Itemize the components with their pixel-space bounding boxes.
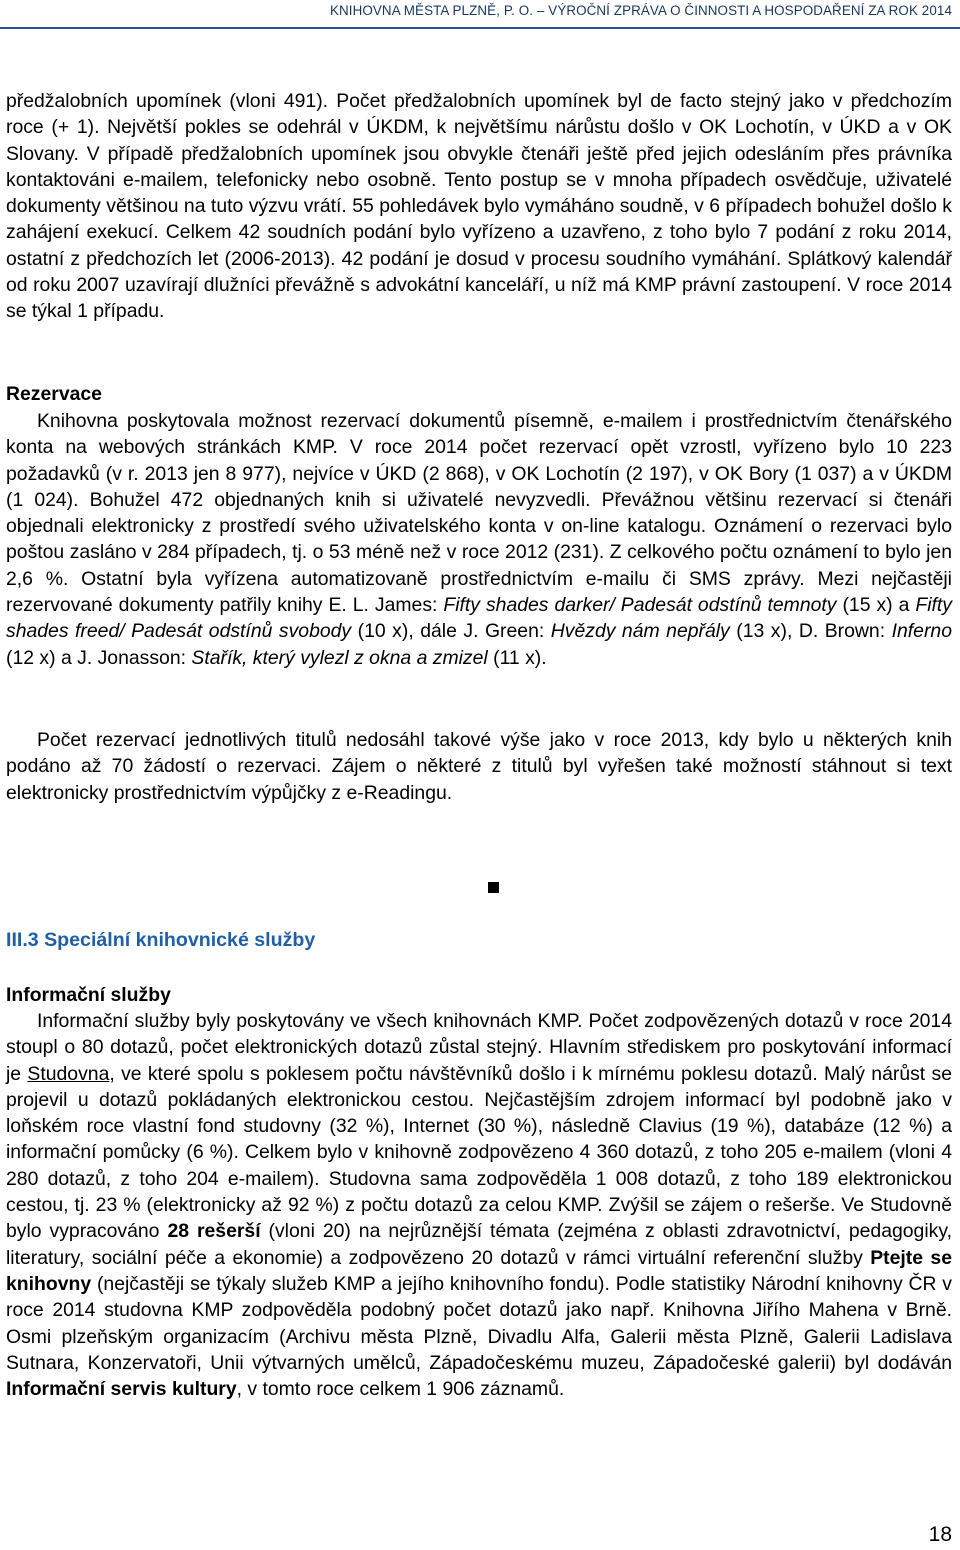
heading-informacni-sluzby: Informační služby — [6, 984, 171, 1006]
text-run: (vloni 20) na nejrůznější témata (zejména z oblasti zdravotnictví, pedagogiky, literatury, sociální péče a ekonomie) a zodpovězeno 20 dotazů v rámci virtuální referenční služby — [6, 1220, 952, 1269]
text-run: Informační služby byly poskytovány ve všech knihovnách KMP. Počet zodpovězených dotazů v roce 2014 stoupl o 80 dotazů, počet elektronických dotazů zůstal stejný. Hlavním střediskem pro poskytování informací je — [6, 1010, 952, 1085]
text-run: (10 x), dále J. Green: — [351, 620, 551, 643]
text-run: (15 x) a — [836, 594, 916, 617]
paragraph-rezervace-titulu: Počet rezervací jednotlivých titulů nedosáhl takové výše jako v roce 2013, kdy bylo u některých knih podáno až 70 žádostí o rezervaci. Zájem o některé z titulů byl vyřešen také možností stáhnout si text elektronicky prostřednictvím výpůjčky z e-Readingu. — [6, 729, 952, 804]
paragraph-upominky: předžalobních upomínek (vloni 491). Počet předžalobních upomínek byl de facto stejný jako v předchozím roce (+ 1). Největší pokles se odehrál v ÚKDM, k největšímu nárůstu došlo v OK Lochotín, v ÚKD a v OK Slovany. V případě předžalobních upomínek jsou obvykle čtenáři ještě před jejich odesláním přes právníka kontaktováni e-mailem, telefonicky nebo osobně. Tento postup se v mnoha případech osvědčuje, uživatelé dokumenty většinou na tuto výzvu vrátí. 55 pohledávek bylo vymáháno soudně, v 6 případech bohužel došlo k zahájení exekucí. Celkem 42 soudních podání bylo vyřízeno a uzavřeno, z toho bylo 7 podání z roku 2014, ostatní z předchozích let (2006-2013). 42 podání je dosud v procesu soudního vymáhání. Splátkový kalendář od roku 2007 uzavírají dlužníci převážně s advokátní kanceláří, u níž má KMP právní zastoupení. V roce 2014 se týkal 1 případu. — [6, 90, 952, 323]
heading-rezervace: Rezervace — [6, 383, 102, 405]
text-run: (13 x), D. Brown: — [729, 620, 892, 643]
book-title: Inferno — [891, 620, 952, 643]
page-number: 18 — [928, 1523, 952, 1546]
header-rule — [0, 27, 960, 29]
book-title: Hvězdy nám nepřály — [550, 620, 730, 643]
bold-term: 28 rešerší — [167, 1220, 261, 1243]
bullet-square — [488, 882, 499, 893]
text-run: , v tomto roce celkem 1 906 záznamů. — [236, 1378, 565, 1401]
book-title: Stařík, který vylezl z okna a zmizel — [191, 646, 488, 669]
bold-term: Ptejte se knihovny — [6, 1246, 952, 1295]
book-title: Fifty shades darker/ Padesát odstínů temnoty — [443, 594, 837, 617]
text-run: Knihovna poskytovala možnost rezervací dokumentů písemně, e-mailem i prostřednictvím čtenářského konta na webových stránkách KMP. V roce 2014 počet rezervací opět vzrostl, vyřízeno bylo 10 223 požadavků (v r. 2013 jen 8 977), nejvíce v ÚKD (2 868), v OK Lochotín (2 197), v OK Bory (1 037) a v ÚKDM (1 024). Bohužel 472 objednaných knih si uživatelé nevyzvedli. Převážnou většinu rezervací si čtenáři objednali elektronicky z prostředí svého uživatelského konta v on-line katalogu. Oznámení o rezervaci bylo poštou zasláno v 284 případech, tj. o 53 méně než v roce 2012 (231). Z celkového počtu oznámení to bylo jen 2,6 %. Ostatní byla vyřízena automatizovaně prostřednictvím e-mailu či SMS zprávy. Mezi nejčastěji rezervované dokumenty patřily knihy E. L. James: — [6, 410, 952, 617]
running-header: KNIHOVNA MĚSTA PLZNĚ, P. O. – VÝROČNÍ ZPRÁVA O ČINNOSTI A HOSPODAŘENÍ ZA ROK 2014 — [329, 3, 952, 18]
text-run: (11 x). — [487, 646, 547, 669]
text-run: (12 x) a J. Jonasson: — [6, 646, 192, 669]
book-title: Fifty shades freed/ Padesát odstínů svobody — [6, 594, 952, 643]
studovna-link[interactable]: Studovna — [27, 1062, 110, 1085]
section-heading: III.3 Speciální knihovnické služby — [6, 929, 316, 951]
text-run: (nejčastěji se týkaly služeb KMP a jejího knihovního fondu). Podle statistiky Národní knihovny ČR v roce 2014 studovna KMP zodpověděla podobný počet dotazů jako např. Knihovna Jiřího Mahena v Brně. Osmi plzeňským organizacím (Archivu města Plzně, Divadlu Alfa, Galerii města Plzně, Galerii Ladislava Sutnara, Konzervatoři, Unii výtvarných umělců, Západočeskému muzeu, Západočeské galerii) byl dodáván — [6, 1272, 952, 1374]
bold-term: Informační servis kultury — [6, 1378, 237, 1401]
paragraph-rezervace — [6, 408, 952, 671]
paragraph-informacni-sluzby — [6, 1008, 952, 1402]
text-run: , ve které spolu s poklesem počtu návštěvníků došlo i k mírnému poklesu dotazů. Malý nárůst se projevil u dotazů pokládaných elektronickou cestou. Nejčastějším zdrojem informací byl podobně jako v loňském roce vlastní fond studovny (32 %), Internet (30 %), následně Clavius (19 %), databáze (12 %) a informační pomůcky (6 %). Celkem bylo v knihovně zodpovězeno 4 360 dotazů, z toho 205 e-mailem (vloni 4 280 dotazů, z toho 204 e-mailem). Studovna sama zodpověděla 1 008 dotazů, z toho 189 elektronickou cestou, tj. 23 % (elektronicky až 92 %) z počtu dotazů za celou KMP. Zvýšil se zájem o rešerše. Ve Studovně bylo vypracováno — [6, 1062, 952, 1243]
